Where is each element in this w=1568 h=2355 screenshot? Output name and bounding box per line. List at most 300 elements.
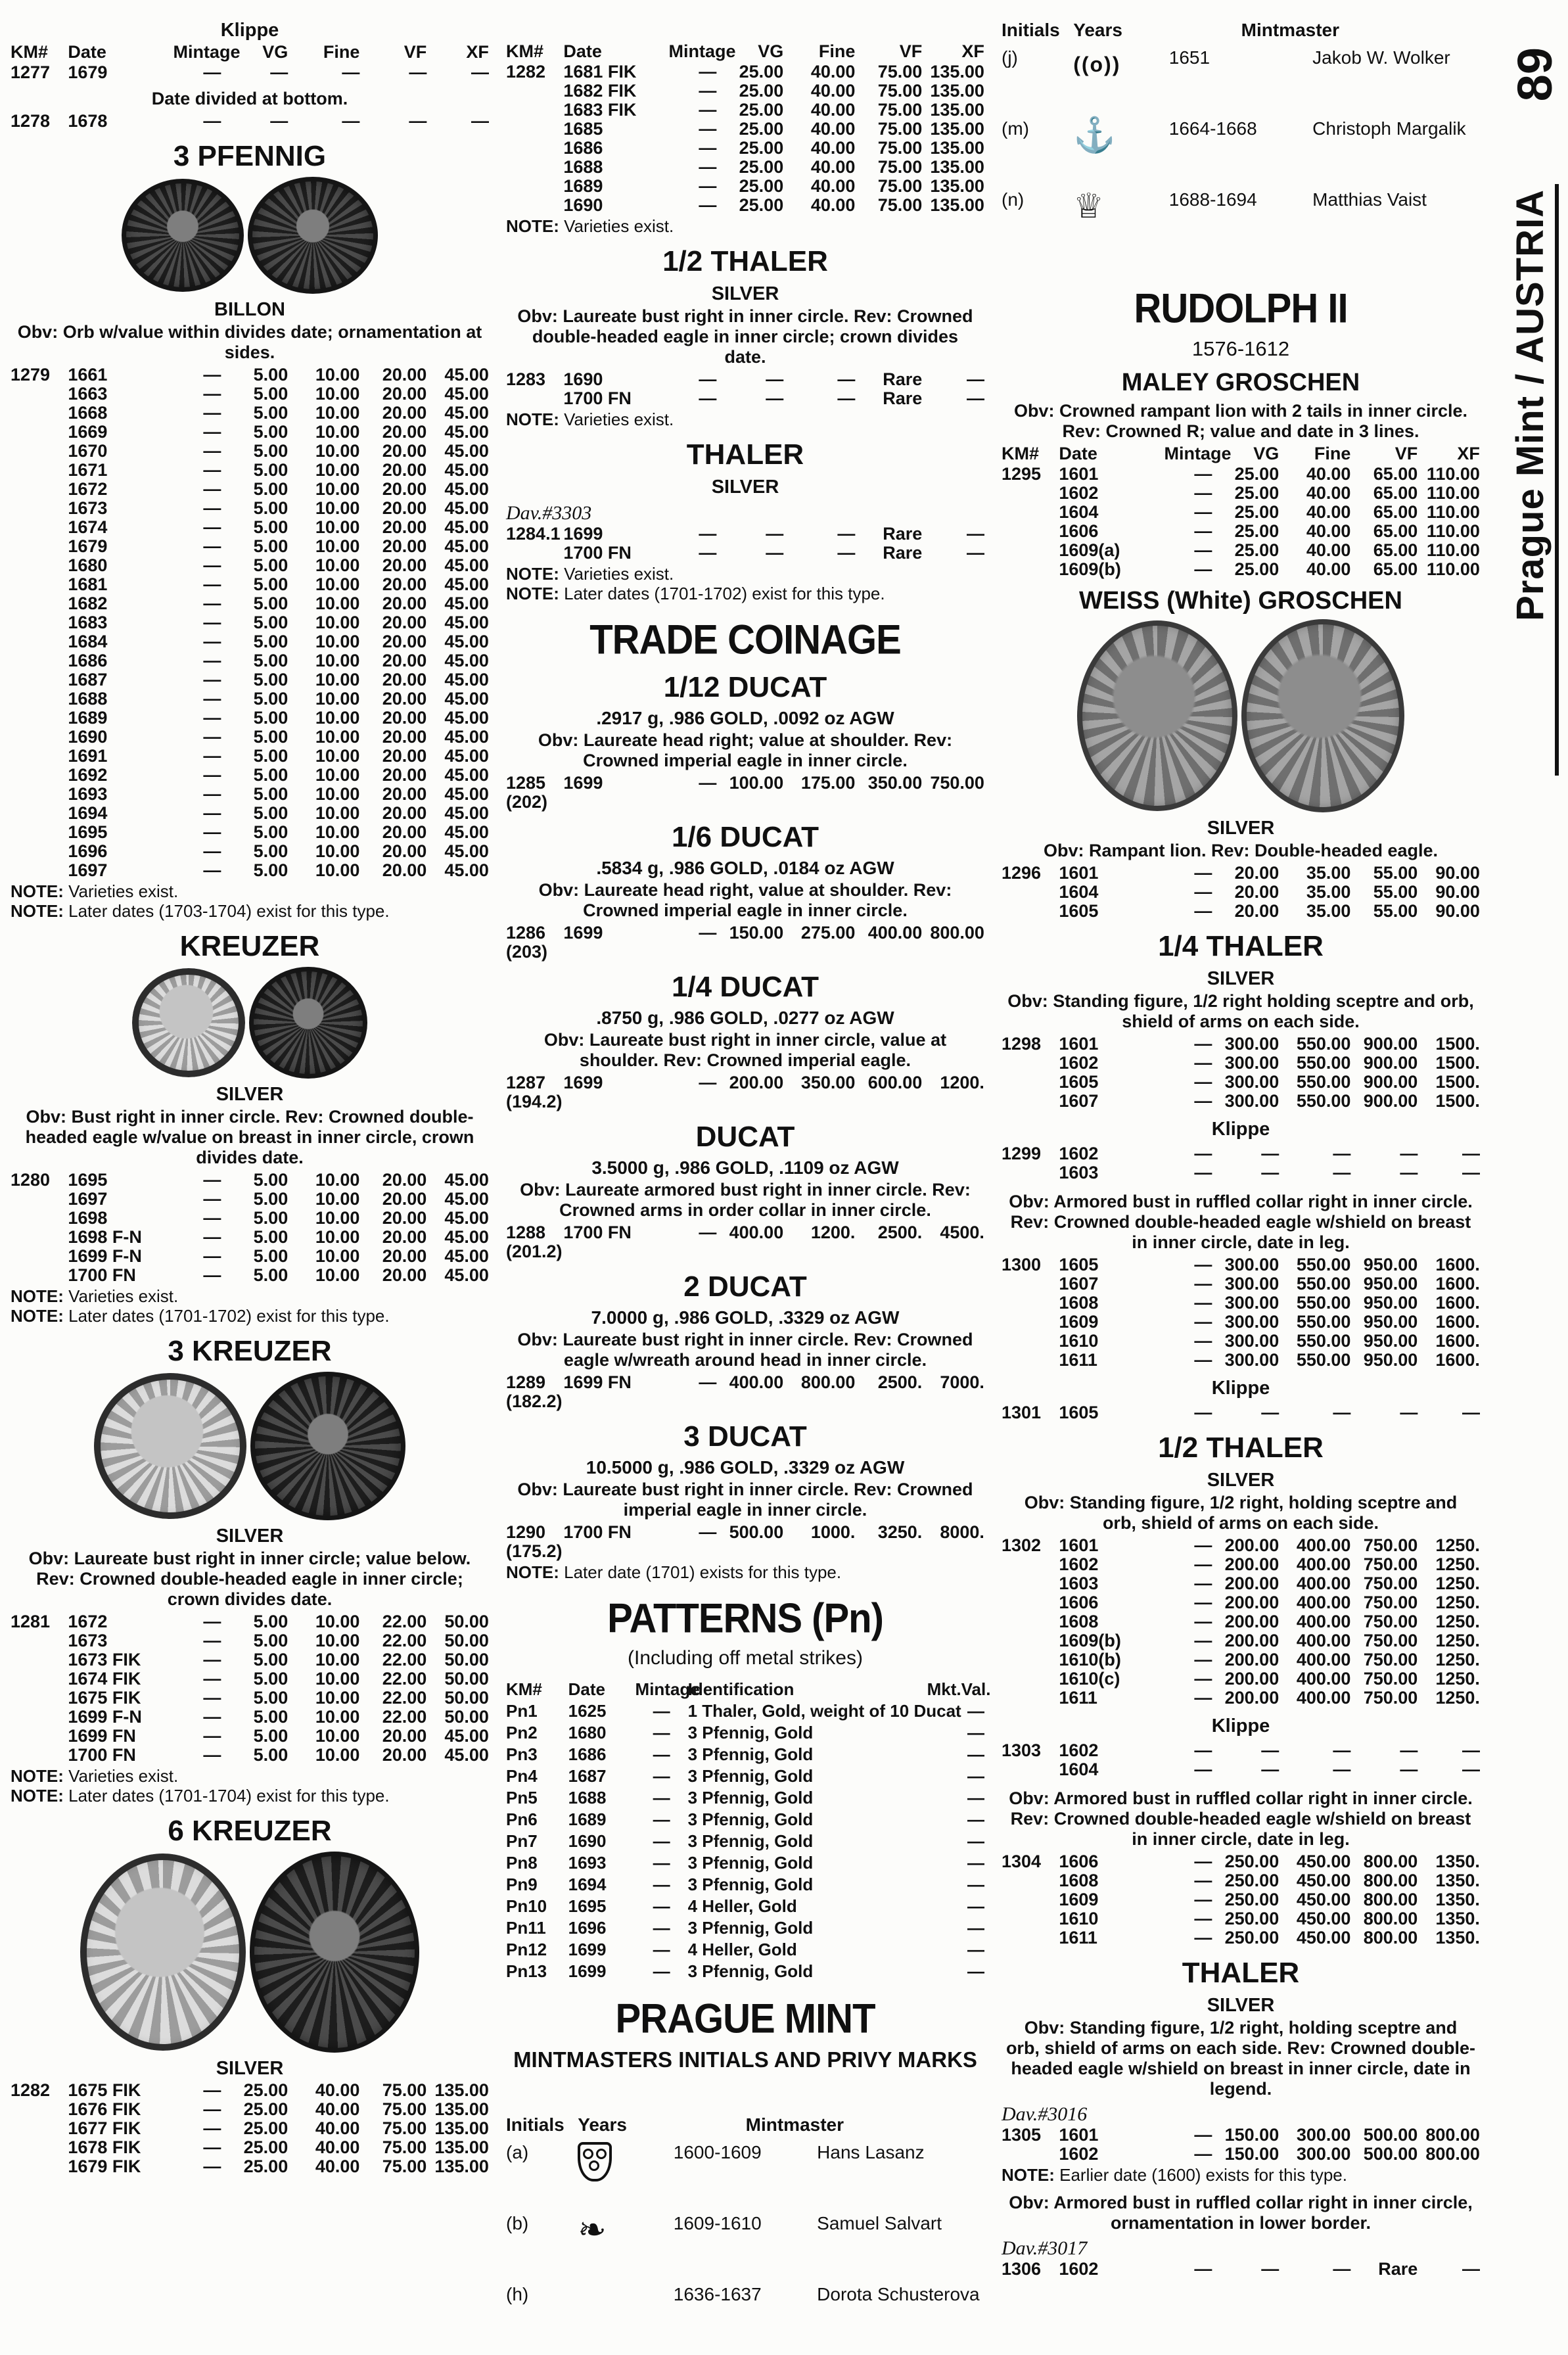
section-16-ducat bbox=[506, 821, 984, 962]
mintmaster-name: Samuel Salvart bbox=[817, 2213, 942, 2233]
table-row: 1696 — 5.00 10.00 20.00 45.00 bbox=[68, 841, 489, 861]
notes bbox=[506, 216, 984, 236]
table-1279 bbox=[11, 365, 489, 880]
table-row: 1688 — 25.00 40.00 75.00 135.00 bbox=[563, 157, 984, 177]
table-row: 1610 — 250.00 450.00 800.00 1350. bbox=[1059, 1909, 1480, 1928]
mintmaster-years: 1651 bbox=[1168, 47, 1211, 68]
coin-images bbox=[1002, 619, 1480, 812]
klippe-subheading: Klippe bbox=[1211, 1378, 1270, 1399]
notes bbox=[506, 409, 984, 429]
table-row: 1695 — 5.00 10.00 20.00 45.00 bbox=[68, 822, 489, 842]
note: NOTE: Earlier date (1600) exists for this type. bbox=[1002, 2165, 1347, 2185]
metal-label: SILVER bbox=[1207, 1470, 1275, 1491]
table-row: 1700 FN — — — Rare — bbox=[563, 388, 984, 408]
mintmaster-initials: (j) bbox=[1002, 47, 1018, 68]
metal-label: SILVER bbox=[1207, 968, 1275, 989]
table-row: 1280 1695 — 5.00 10.00 20.00 45.00 bbox=[11, 1170, 489, 1190]
col-years: Years bbox=[578, 2114, 627, 2135]
type-description: Obv: Standing figure, 1/2 right holding sceptre and orb, shield of arms on each side. bbox=[1007, 991, 1474, 1031]
type-description: Obv: Standing figure, 1/2 right, holding sceptre and orb, shield of arms on each side. bbox=[1024, 1493, 1458, 1533]
table-row: 1606 — 200.00 400.00 750.00 1250. bbox=[1059, 1593, 1480, 1612]
table-row: 1289 1699 FN — 400.00 800.00 2500. 7000. bbox=[506, 1372, 984, 1392]
section-title: 1/6 DUCAT bbox=[671, 821, 819, 853]
page-number: 89 bbox=[1508, 47, 1562, 102]
table-row: 1674 — 5.00 10.00 20.00 45.00 bbox=[68, 517, 489, 537]
table-row: 1690 — 5.00 10.00 20.00 45.00 bbox=[68, 727, 489, 747]
table-row: 1305 1601 — 150.00 300.00 500.00 800.00 bbox=[1002, 2125, 1480, 2145]
type-description: Obv: Laureate bust right in inner circle. Rev: Crowned eagle w/wreath around head in inner circle. bbox=[517, 1330, 973, 1370]
table-row: 1609 — 300.00 550.00 950.00 1600. bbox=[1059, 1312, 1480, 1332]
section-title: 6 KREUZER bbox=[168, 1815, 332, 1847]
table-1296 bbox=[1002, 864, 1480, 921]
section-kreuzer bbox=[11, 930, 489, 1326]
table-row: 1609 — 250.00 450.00 800.00 1350. bbox=[1059, 1890, 1480, 1909]
table-row: 1295 1601 — 25.00 40.00 65.00 110.00 bbox=[1002, 464, 1480, 484]
section-title: THALER bbox=[686, 438, 804, 471]
table-row: 1611 — 250.00 450.00 800.00 1350. bbox=[1059, 1928, 1480, 1947]
coin-images bbox=[11, 1372, 489, 1520]
table-row: 1609(a) — 25.00 40.00 65.00 110.00 bbox=[1059, 540, 1480, 560]
table-row: 1686 — 5.00 10.00 20.00 45.00 bbox=[68, 651, 489, 670]
metal-label: BILLON bbox=[214, 299, 285, 320]
note: NOTE: Later dates (1703-1704) exist for this type. bbox=[11, 901, 390, 921]
section-prague-mint bbox=[506, 1997, 984, 2355]
table-row: 1602 — 200.00 400.00 750.00 1250. bbox=[1059, 1554, 1480, 1574]
table-row: 1610 — 300.00 550.00 950.00 1600. bbox=[1059, 1331, 1480, 1351]
table-row: 1610(b) — 200.00 400.00 750.00 1250. bbox=[1059, 1650, 1480, 1669]
table-row: Pn5 1688 — 3 Pfennig, Gold — bbox=[506, 1788, 984, 1807]
coin-reverse-image bbox=[249, 967, 367, 1079]
table-row: 1609(b) — 25.00 40.00 65.00 110.00 bbox=[1059, 559, 1480, 579]
section-title: 3 PFENNIG bbox=[173, 140, 327, 172]
table-row: 1606 — 25.00 40.00 65.00 110.00 bbox=[1059, 521, 1480, 541]
table-row: Pn1 1625 — 1 Thaler, Gold, weight of 10 Ducat — bbox=[506, 1701, 984, 1721]
table-1301 bbox=[1002, 1403, 1480, 1422]
table-1282-continued bbox=[506, 62, 984, 215]
table-row: 1286 1699 — 150.00 275.00 400.00 800.00 bbox=[506, 923, 984, 943]
patterns-header bbox=[506, 1679, 991, 1700]
mintmaster-name: Hans Lasanz bbox=[817, 2142, 925, 2162]
table-row: Pn2 1680 — 3 Pfennig, Gold — bbox=[506, 1723, 984, 1742]
table-row: 1682 — 5.00 10.00 20.00 45.00 bbox=[68, 594, 489, 613]
type-description: Obv: Armored bust in ruffled collar right in inner circle. Rev: Crowned double-headed eagle w/shield on breast in inner circle, date in leg. bbox=[1009, 1192, 1473, 1252]
section-3-kreuzer bbox=[11, 1335, 489, 1806]
section-thaler-right bbox=[1002, 1957, 1480, 2279]
table-1290 bbox=[506, 1523, 984, 1561]
section-title: 1/2 THALER bbox=[1158, 1432, 1324, 1464]
table-row: 1288 1700 FN — 400.00 1200. 2500. 4500. bbox=[506, 1223, 984, 1242]
mintmaster-name: Christoph Margalik bbox=[1312, 118, 1466, 139]
table-row: 1281 1672 — 5.00 10.00 22.00 50.00 bbox=[11, 1612, 489, 1631]
col-fine: Fine bbox=[1314, 444, 1351, 463]
type-description: Obv: Armored bust in ruffled collar right in inner circle, ornamentation in lower border. bbox=[1009, 2193, 1473, 2233]
table-row: 1687 — 5.00 10.00 20.00 45.00 bbox=[68, 670, 489, 689]
section-2-ducat bbox=[506, 1271, 984, 1411]
table-row: 1673 — 5.00 10.00 20.00 45.00 bbox=[68, 498, 489, 518]
metal-label: SILVER bbox=[1207, 818, 1275, 839]
table-row: Pn4 1687 — 3 Pfennig, Gold — bbox=[506, 1766, 984, 1786]
table-row: 1683 — 5.00 10.00 20.00 45.00 bbox=[68, 613, 489, 632]
mintmasters-subtitle: MINTMASTERS INITIALS AND PRIVY MARKS bbox=[513, 2047, 977, 2072]
coin-images bbox=[11, 967, 489, 1079]
section-title: DUCAT bbox=[695, 1121, 795, 1153]
table-row: 1608 — 250.00 450.00 800.00 1350. bbox=[1059, 1871, 1480, 1890]
col-identification: Identification bbox=[687, 1679, 795, 1699]
notes bbox=[506, 564, 984, 603]
mintmaster-row bbox=[1002, 118, 1480, 189]
table-row: 1303 1602 — — — — — bbox=[1002, 1740, 1480, 1760]
table-row: Pn12 1699 — 4 Heller, Gold — bbox=[506, 1940, 984, 1959]
klippe-subheading: Klippe bbox=[1211, 1119, 1270, 1140]
table-1295 bbox=[1002, 465, 1480, 579]
metal-label: SILVER bbox=[711, 283, 779, 304]
col-xf: XF bbox=[961, 41, 984, 61]
table-row: Pn13 1699 — 3 Pfennig, Gold — bbox=[506, 1961, 984, 1981]
section-112-ducat bbox=[506, 671, 984, 812]
table-row: 1604 — 20.00 35.00 55.00 90.00 bbox=[1059, 882, 1480, 902]
table-1281 bbox=[11, 1612, 489, 1765]
section-14-ducat bbox=[506, 971, 984, 1111]
type-description: Obv: Laureate bust right in inner circle, value at shoulder. Rev: Crowned imperial eagle. bbox=[543, 1030, 947, 1070]
table-row: 1686 — 25.00 40.00 75.00 135.00 bbox=[563, 138, 984, 158]
table-row: 1699 FN — 5.00 10.00 20.00 45.00 bbox=[68, 1726, 489, 1746]
table-row: Pn11 1696 — 3 Pfennig, Gold — bbox=[506, 1918, 984, 1938]
type-description: Obv: Laureate head right; value at shoulder. Rev: Crowned imperial eagle in inner circle. bbox=[538, 730, 953, 770]
type-description: Obv: Standing figure, 1/2 right, holding sceptre and orb, shield of arms on each side. Rev: Crowned double-headed eagle w/shield on breast in inner circle, date in legend. bbox=[1005, 2018, 1476, 2099]
table-row: 1681 — 5.00 10.00 20.00 45.00 bbox=[68, 574, 489, 594]
table-row: 1298 1601 — 300.00 550.00 900.00 1500. bbox=[1002, 1034, 1480, 1054]
mintmaster-years: 1636-1637 bbox=[673, 2284, 762, 2304]
mintmaster-name: Dorota Schusterova bbox=[817, 2284, 980, 2304]
col-mintage: Mintage bbox=[635, 1679, 700, 1699]
section-title: 2 DUCAT bbox=[683, 1271, 807, 1303]
mintmaster-initials: (b) bbox=[506, 2213, 529, 2233]
table-row: 1670 — 5.00 10.00 20.00 45.00 bbox=[68, 441, 489, 461]
table-row: Pn3 1686 — 3 Pfennig, Gold — bbox=[506, 1744, 984, 1764]
table-1305 bbox=[1002, 2126, 1480, 2164]
table-row: 1282 1681 FIK — 25.00 40.00 75.00 135.00 bbox=[506, 62, 984, 82]
table-row: 1688 — 5.00 10.00 20.00 45.00 bbox=[68, 689, 489, 709]
section-title: 3 DUCAT bbox=[683, 1420, 807, 1453]
section-title: 3 KREUZER bbox=[168, 1335, 332, 1367]
section-half-thaler-right bbox=[1002, 1432, 1480, 1947]
table-row: 1287 1699 — 200.00 350.00 600.00 1200. bbox=[506, 1073, 984, 1092]
table-row: 1302 1601 — 200.00 400.00 750.00 1250. bbox=[1002, 1535, 1480, 1555]
table-row: 1611 — 200.00 400.00 750.00 1250. bbox=[1059, 1688, 1480, 1708]
table-row: (182.2) bbox=[506, 1391, 563, 1411]
table-row: 1673 FIK — 5.00 10.00 22.00 50.00 bbox=[68, 1650, 489, 1669]
table-row: 1609(b) — 200.00 400.00 750.00 1250. bbox=[1059, 1631, 1480, 1650]
table-row: 1299 1602 — — — — — bbox=[1002, 1144, 1480, 1163]
table-row: Pn8 1693 — 3 Pfennig, Gold — bbox=[506, 1853, 984, 1873]
col-years: Years bbox=[1073, 20, 1122, 40]
table-1302 bbox=[1002, 1536, 1480, 1708]
col-fine: Fine bbox=[818, 41, 856, 61]
type-description: Obv: Laureate bust right in inner circle. Rev: Crowned imperial eagle in inner circle. bbox=[517, 1480, 973, 1520]
table-1283 bbox=[506, 370, 984, 408]
ruler-years: 1576-1612 bbox=[1191, 337, 1290, 360]
table-row: 1607 — 300.00 550.00 950.00 1600. bbox=[1059, 1274, 1480, 1294]
table-row: 1669 — 5.00 10.00 20.00 45.00 bbox=[68, 422, 489, 442]
section-title: 1/2 THALER bbox=[662, 245, 828, 277]
coin-specs: 10.5000 g, .986 GOLD, .3329 oz AGW bbox=[586, 1457, 905, 1478]
col-mintage: Mintage bbox=[668, 41, 736, 61]
section-3-ducat bbox=[506, 1420, 984, 1582]
table-header bbox=[11, 43, 489, 62]
table-1278 bbox=[11, 112, 489, 131]
prague-mint-title: PRAGUE MINT bbox=[615, 1995, 875, 2042]
table-row: 1692 — 5.00 10.00 20.00 45.00 bbox=[68, 765, 489, 785]
table-row: 1605 — 20.00 35.00 55.00 90.00 bbox=[1059, 901, 1480, 921]
ruler-title: RUDOLPH II bbox=[1134, 285, 1348, 332]
table-row: 1605 — 300.00 550.00 900.00 1500. bbox=[1059, 1072, 1480, 1092]
col-initials: Initials bbox=[506, 2114, 565, 2135]
table-row: 1285 1699 — 100.00 175.00 350.00 750.00 bbox=[506, 773, 984, 793]
shield-privy-mark-icon bbox=[578, 2142, 674, 2187]
table-row: 1300 1605 — 300.00 550.00 950.00 1600. bbox=[1002, 1255, 1480, 1274]
table-row: 1675 FIK — 5.00 10.00 22.00 50.00 bbox=[68, 1688, 489, 1708]
col-vg: VG bbox=[1253, 444, 1280, 463]
coin-reverse-image bbox=[250, 1852, 419, 2053]
table-row: 1689 — 25.00 40.00 75.00 135.00 bbox=[563, 176, 984, 196]
coin-images bbox=[11, 1852, 489, 2053]
table-row: 1671 — 5.00 10.00 20.00 45.00 bbox=[68, 460, 489, 480]
table-row: 1603 — 200.00 400.00 750.00 1250. bbox=[1059, 1574, 1480, 1593]
type-description: Obv: Orb w/value within divides date; ornamentation at sides. bbox=[17, 322, 482, 362]
klippe-continuation-heading: Klippe bbox=[220, 20, 279, 41]
col-mintage: Mintage bbox=[1164, 444, 1232, 463]
table-row: 1699 F-N — 5.00 10.00 20.00 45.00 bbox=[68, 1246, 489, 1266]
table-row: 1608 — 200.00 400.00 750.00 1250. bbox=[1059, 1612, 1480, 1631]
coin-obverse-image bbox=[1077, 620, 1237, 811]
patterns-title: PATTERNS (Pn) bbox=[607, 1595, 883, 1642]
klippe-subheading: Klippe bbox=[1211, 1715, 1270, 1737]
type-description: Obv: Bust right in inner circle. Rev: Crowned double-headed eagle w/value on breast in inner circle, crown divides date. bbox=[25, 1107, 474, 1167]
col-date: Date bbox=[1059, 444, 1097, 463]
table-row: 1689 — 5.00 10.00 20.00 45.00 bbox=[68, 708, 489, 728]
table-row: 1697 — 5.00 10.00 20.00 45.00 bbox=[68, 860, 489, 880]
table-row: 1602 — 25.00 40.00 65.00 110.00 bbox=[1059, 483, 1480, 503]
table-row: 1697 — 5.00 10.00 20.00 45.00 bbox=[68, 1189, 489, 1209]
table-row: 1680 — 5.00 10.00 20.00 45.00 bbox=[68, 555, 489, 575]
note: NOTE: Later date (1701) exists for this type. bbox=[506, 1562, 842, 1582]
type-description: Obv: Armored bust in ruffled collar right in inner circle. Rev: Crowned double-headed eagle w/shield on breast in inner circle, date in leg. bbox=[1009, 1788, 1473, 1849]
table-1285 bbox=[506, 774, 984, 812]
section-title: MALEY GROSCHEN bbox=[1121, 369, 1360, 396]
table-row: 1698 — 5.00 10.00 20.00 45.00 bbox=[68, 1208, 489, 1228]
section-weiss-groschen bbox=[1002, 587, 1480, 921]
coin-images bbox=[11, 177, 489, 294]
note: NOTE: Varieties exist. bbox=[11, 1286, 179, 1306]
table-row: 1277 1679 — — — — — bbox=[11, 62, 489, 82]
coin-specs: 3.5000 g, .986 GOLD, .1109 oz AGW bbox=[591, 1157, 899, 1178]
notes bbox=[506, 1562, 984, 1582]
section-thaler bbox=[506, 438, 984, 603]
mintmaster-name: Jakob W. Wolker bbox=[1312, 47, 1450, 68]
col-km: KM# bbox=[1002, 444, 1040, 463]
left-column bbox=[11, 20, 489, 2355]
table-row: 1279 1661 — 5.00 10.00 20.00 45.00 bbox=[11, 365, 489, 385]
table-row: 1607 — 300.00 550.00 900.00 1500. bbox=[1059, 1091, 1480, 1111]
table-row: 1608 — 300.00 550.00 950.00 1600. bbox=[1059, 1293, 1480, 1313]
table-row: 1611 — 300.00 550.00 950.00 1600. bbox=[1059, 1350, 1480, 1370]
section-ducat bbox=[506, 1121, 984, 1261]
table-row: 1677 FIK — 25.00 40.00 75.00 135.00 bbox=[68, 2118, 489, 2138]
table-row: 1691 — 5.00 10.00 20.00 45.00 bbox=[68, 746, 489, 766]
type-description: Obv: Laureate bust right in inner circle. Rev: Crowned double-headed eagle in inner circle; crown divides date. bbox=[517, 306, 973, 367]
note: NOTE: Varieties exist. bbox=[506, 409, 674, 429]
mintmaster-initials: (h) bbox=[506, 2284, 529, 2304]
right-column bbox=[1002, 20, 1480, 2355]
mintmaster-row bbox=[506, 2213, 984, 2284]
table-1286 bbox=[506, 923, 984, 962]
type-description: Obv: Laureate bust right in inner circle; value below. Rev: Crowned double-headed eagle in inner circle; crown divides date. bbox=[28, 1549, 471, 1609]
table-row: 1700 FN — 5.00 10.00 20.00 45.00 bbox=[68, 1745, 489, 1765]
davenport-reference: Dav.#3303 bbox=[506, 502, 592, 524]
table-row: 1663 — 5.00 10.00 20.00 45.00 bbox=[68, 384, 489, 404]
col-xf: XF bbox=[466, 42, 489, 62]
type-description: Obv: Laureate armored bust right in inner circle. Rev: Crowned arms in order collar in inner circle. bbox=[520, 1180, 971, 1220]
table-row: 1282 1675 FIK — 25.00 40.00 75.00 135.00 bbox=[11, 2080, 489, 2100]
col-mintmaster: Mintmaster bbox=[1241, 20, 1340, 40]
table-row: 1604 — 25.00 40.00 65.00 110.00 bbox=[1059, 502, 1480, 522]
col-vf: VF bbox=[1395, 444, 1418, 463]
mintmaster-years: 1609-1610 bbox=[673, 2213, 762, 2233]
table-1284 bbox=[506, 525, 984, 563]
type-description: Obv: Rampant lion. Rev: Double-headed eagle. bbox=[1043, 841, 1439, 860]
double-paren-o-privy-mark-icon: ((o)) bbox=[1073, 53, 1121, 76]
section-half-thaler bbox=[506, 245, 984, 429]
table-row: (194.2) bbox=[506, 1092, 563, 1111]
table-row: 1290 1700 FN — 500.00 1000. 3250. 8000. bbox=[506, 1522, 984, 1542]
section-title: 1/4 DUCAT bbox=[671, 971, 819, 1003]
table-row: 1602 — 300.00 550.00 900.00 1500. bbox=[1059, 1053, 1480, 1073]
section-6-kreuzer bbox=[11, 1815, 489, 2176]
metal-label: SILVER bbox=[216, 2058, 284, 2079]
col-date: Date bbox=[68, 42, 106, 62]
table-row: 1693 — 5.00 10.00 20.00 45.00 bbox=[68, 784, 489, 804]
table-row: 1283 1690 — — — Rare — bbox=[506, 369, 984, 389]
section-3-pfennig bbox=[11, 140, 489, 921]
table-row: Pn6 1689 — 3 Pfennig, Gold — bbox=[506, 1809, 984, 1829]
mintmaster-initials: (m) bbox=[1002, 118, 1029, 139]
table-row: Pn10 1695 — 4 Heller, Gold — bbox=[506, 1896, 984, 1916]
table-row: 1685 — 25.00 40.00 75.00 135.00 bbox=[563, 119, 984, 139]
table-row: 1668 — 5.00 10.00 20.00 45.00 bbox=[68, 403, 489, 423]
mintmaster-row bbox=[1002, 189, 1480, 260]
table-row: Pn9 1694 — 3 Pfennig, Gold — bbox=[506, 1875, 984, 1894]
col-km: KM# bbox=[506, 41, 544, 61]
col-date: Date bbox=[563, 41, 602, 61]
mintmaster-row bbox=[1002, 47, 1480, 118]
table-1282-left bbox=[11, 2081, 489, 2176]
section-patterns bbox=[506, 1595, 991, 1982]
table-row: 1306 1602 — — — Rare — bbox=[1002, 2259, 1480, 2279]
coin-obverse-image bbox=[80, 1854, 246, 2051]
col-mkt-val: Mkt.Val. bbox=[927, 1679, 991, 1699]
table-row: 1700 FN — — — Rare — bbox=[563, 543, 984, 563]
coin-specs: 7.0000 g, .986 GOLD, .3329 oz AGW bbox=[591, 1307, 900, 1328]
col-km: KM# bbox=[11, 42, 49, 62]
note: NOTE: Varieties exist. bbox=[506, 216, 674, 236]
variety-note: Date divided at bottom. bbox=[151, 89, 348, 108]
table-header bbox=[1002, 444, 1480, 463]
note: NOTE: Later dates (1701-1702) exist for this type. bbox=[11, 1306, 390, 1326]
table-1303 bbox=[1002, 1741, 1480, 1779]
table-row: 1698 F-N — 5.00 10.00 20.00 45.00 bbox=[68, 1227, 489, 1247]
middle-column bbox=[506, 20, 991, 2355]
col-fine: Fine bbox=[323, 42, 360, 62]
note: NOTE: Varieties exist. bbox=[506, 564, 674, 584]
edge-title: Prague Mint / AUSTRIA bbox=[1509, 189, 1552, 621]
table-row: 1679 FIK — 25.00 40.00 75.00 135.00 bbox=[68, 2157, 489, 2176]
table-1288 bbox=[506, 1223, 984, 1261]
coin-specs: .2917 g, .986 GOLD, .0092 oz AGW bbox=[596, 708, 894, 728]
col-xf: XF bbox=[1457, 444, 1480, 463]
table-row: 1684 — 5.00 10.00 20.00 45.00 bbox=[68, 632, 489, 651]
page-edge-sidebar bbox=[1497, 20, 1568, 2024]
table-row: 1603 — — — — — bbox=[1059, 1163, 1480, 1182]
patterns-subtitle: (Including off metal strikes) bbox=[628, 1647, 863, 1669]
col-date: Date bbox=[568, 1679, 605, 1699]
table-row: 1678 FIK — 25.00 40.00 75.00 135.00 bbox=[68, 2137, 489, 2157]
col-mintage: Mintage bbox=[173, 42, 241, 62]
sprig-privy-mark-icon: ❧ bbox=[578, 2211, 607, 2249]
coin-specs: .5834 g, .986 GOLD, .0184 oz AGW bbox=[596, 858, 894, 878]
section-rudolph-ii bbox=[1002, 287, 1480, 579]
crown-privy-mark-icon: ♕ bbox=[1073, 187, 1104, 225]
coin-reverse-image bbox=[250, 1372, 405, 1520]
table-1277 bbox=[11, 63, 489, 82]
col-vf: VF bbox=[404, 42, 427, 62]
table-row: 1674 FIK — 5.00 10.00 22.00 50.00 bbox=[68, 1669, 489, 1689]
notes bbox=[11, 881, 489, 921]
col-vg: VG bbox=[758, 41, 784, 61]
table-row: 1304 1606 — 250.00 450.00 800.00 1350. bbox=[1002, 1852, 1480, 1871]
col-vf: VF bbox=[899, 41, 923, 61]
type-description: Obv: Laureate head right, value at shoulder. Rev: Crowned imperial eagle in inner circle. bbox=[538, 880, 952, 920]
col-vg: VG bbox=[262, 42, 288, 62]
mintmaster-years: 1664-1668 bbox=[1168, 118, 1257, 139]
note: NOTE: Varieties exist. bbox=[11, 1766, 179, 1786]
table-row: 1296 1601 — 20.00 35.00 55.00 90.00 bbox=[1002, 863, 1480, 883]
section-title: 1/12 DUCAT bbox=[663, 671, 827, 703]
section-title: WEISS (White) GROSCHEN bbox=[1079, 587, 1402, 615]
davenport-reference: Dav.#3017 bbox=[1002, 2237, 1088, 2259]
mintmaster-years: 1688-1694 bbox=[1168, 189, 1257, 210]
table-1299 bbox=[1002, 1144, 1480, 1182]
section-title: THALER bbox=[1182, 1957, 1300, 1989]
note: NOTE: Later dates (1701-1702) exist for this type. bbox=[506, 584, 885, 603]
table-1287 bbox=[506, 1073, 984, 1111]
table-row: (202) bbox=[506, 792, 548, 812]
notes bbox=[11, 1286, 489, 1326]
table-row: Pn7 1690 — 3 Pfennig, Gold — bbox=[506, 1831, 984, 1851]
metal-label: SILVER bbox=[216, 1084, 284, 1105]
metal-label: SILVER bbox=[1207, 1995, 1275, 2016]
note: NOTE: Later dates (1701-1704) exist for this type. bbox=[11, 1786, 390, 1806]
table-1280 bbox=[11, 1171, 489, 1285]
table-row: 1682 FIK — 25.00 40.00 75.00 135.00 bbox=[563, 81, 984, 101]
coin-obverse-image bbox=[94, 1373, 246, 1519]
table-1306 bbox=[1002, 2260, 1480, 2279]
table-row: 1604 — — — — — bbox=[1059, 1760, 1480, 1779]
table-row: 1690 — 25.00 40.00 75.00 135.00 bbox=[563, 195, 984, 215]
patterns-table bbox=[506, 1700, 984, 1982]
section-title: 1/4 THALER bbox=[1158, 930, 1324, 962]
metal-label: SILVER bbox=[711, 477, 779, 498]
edge-rule bbox=[1555, 184, 1559, 776]
